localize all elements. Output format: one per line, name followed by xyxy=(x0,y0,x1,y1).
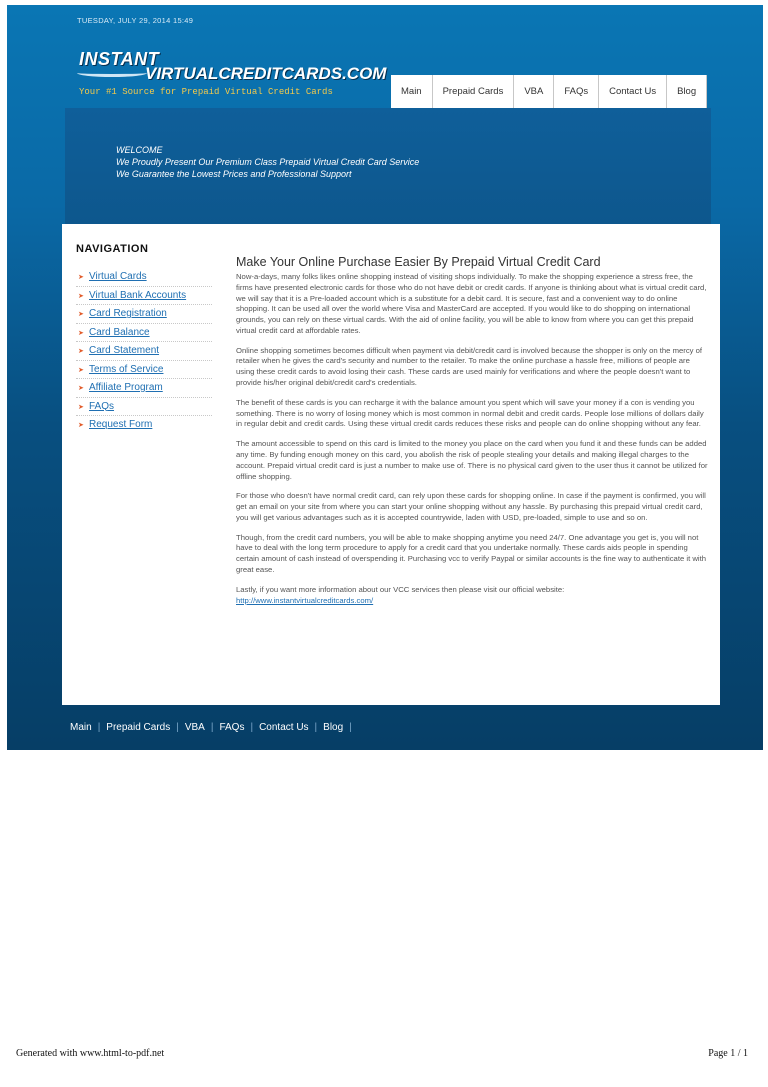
sidebar-item-card-registration[interactable] xyxy=(76,305,212,324)
topnav-blog[interactable]: Blog xyxy=(667,75,707,108)
topnav-prepaid-cards[interactable]: Prepaid Cards xyxy=(433,75,515,108)
arrow-right-icon: ➤ xyxy=(78,274,84,281)
sidebar-link[interactable]: Card Statement xyxy=(89,345,160,356)
article xyxy=(236,255,708,615)
article-paragraph: The amount accessible to spend on this card is limited to the money you place on the card when you fund it and these funds can be added any time. By funding enough money on this card, you abolish the risk of people stealing your details and making illegal charges to the account. Prepaid virtual credit card is just a number to make use of. There is no physical card given to the user thus it cannot be utilized for offline shopping. xyxy=(236,439,708,481)
article-title: Make Your Online Purchase Easier By Prepaid Virtual Credit Card xyxy=(236,255,601,269)
article-paragraph: Online shopping sometimes becomes difficult when payment via debit/credit card is involved because the shopper is only on the mercy of retailer when he gives the card's security and number to the retailer. To make the online purchase a hassle free, millions of people are using these credit cards to avoid losing their cash. These cards are used mainly for verifications and where the people doesn't want to provide his/her original debit/credit card's credentials. xyxy=(236,345,703,388)
page-background xyxy=(7,5,763,750)
topnav-main[interactable]: Main xyxy=(391,75,433,108)
separator: | xyxy=(176,722,179,733)
article-closing xyxy=(236,585,708,607)
sidebar-link[interactable]: Virtual Cards xyxy=(89,271,147,282)
logo-tagline: Your #1 Source for Prepaid Virtual Credit Cards xyxy=(79,87,333,97)
logo-swoosh xyxy=(77,69,147,77)
arrow-right-icon: ➤ xyxy=(78,292,84,300)
arrow-right-icon: ➤ xyxy=(78,385,84,392)
footer-link-main[interactable]: Main xyxy=(70,722,92,733)
footer-link-faqs[interactable]: FAQs xyxy=(219,722,245,733)
closing-text: Lastly, if you want more information about our VCC services then please visit our official website: xyxy=(236,584,565,594)
footer-link-blog[interactable]: Blog xyxy=(323,722,344,733)
sidebar-link[interactable]: FAQs xyxy=(89,400,115,412)
sidebar-item-faqs[interactable] xyxy=(76,398,212,417)
sidebar-navigation xyxy=(76,268,212,435)
sidebar-item-virtual-cards[interactable] xyxy=(76,268,212,287)
article-paragraph: The benefit of these cards is you can recharge it with the balance amount you spent which will save your money if a con is vending you something. There is no worry of losing money which is most common in normal debit and credit cards. People lose millions of dollars daily in regular debit and credit cards. Using these virtual credit cards reduces these risks and people can do online shopping without any fear. xyxy=(236,397,704,429)
top-navigation xyxy=(391,75,707,108)
sidebar-item-request-form[interactable] xyxy=(76,416,212,435)
separator: | xyxy=(250,722,254,733)
arrow-right-icon: ➤ xyxy=(78,348,84,355)
footer-link-prepaid-cards[interactable]: Prepaid Cards xyxy=(106,722,171,733)
separator: | xyxy=(210,722,214,733)
footer-navigation xyxy=(70,722,358,733)
date-stamp: TUESDAY, JULY 29, 2014 15:49 xyxy=(77,16,194,25)
banner-line-2: We Guarantee the Lowest Prices and Professional Support xyxy=(116,169,352,179)
sidebar-item-card-statement[interactable] xyxy=(76,342,212,361)
sidebar-link[interactable]: Terms of Service xyxy=(89,363,164,375)
welcome-banner xyxy=(65,108,711,224)
arrow-right-icon: ➤ xyxy=(78,422,84,429)
sidebar-item-terms-of-service[interactable] xyxy=(76,361,212,380)
arrow-right-icon: ➤ xyxy=(78,329,84,337)
sidebar-item-virtual-bank-accounts[interactable] xyxy=(76,287,212,306)
sidebar-item-affiliate-program[interactable] xyxy=(76,379,212,398)
sidebar-item-card-balance[interactable] xyxy=(76,324,212,343)
article-paragraph: For those who doesn't have normal credit card, can rely upon these cards for shopping online. In case if the payment is confirmed, you will get an email on your site from where you can start your online shopping without any hassle. By purchasing this prepaid virtual credit card, you will get various advantages such as it is accepted countrywide, laden with USD, pre-loaded, simple to use and so on. xyxy=(236,491,706,522)
sidebar-link[interactable]: Card Balance xyxy=(89,326,150,338)
navigation-title: NAVIGATION xyxy=(76,243,149,255)
footer-link-contact-us[interactable]: Contact Us xyxy=(259,722,309,733)
sidebar-link[interactable]: Virtual Bank Accounts xyxy=(89,289,187,301)
banner-line-1: We Proudly Present Our Premium Class Prepaid Virtual Credit Card Service xyxy=(116,157,420,167)
arrow-right-icon: ➤ xyxy=(78,366,84,374)
separator: | xyxy=(97,722,101,733)
logo-domain-text: VIRTUALCREDITCARDS.COM xyxy=(145,64,387,83)
topnav-faqs[interactable]: FAQs xyxy=(554,75,599,108)
website-link[interactable]: http://www.instantvirtualcreditcards.com/ xyxy=(236,595,374,605)
separator: | xyxy=(349,722,352,733)
footer-link-vba[interactable]: VBA xyxy=(184,722,205,733)
pdf-page-number: Page 1 / 1 xyxy=(708,1048,748,1059)
arrow-right-icon: ➤ xyxy=(78,311,84,318)
sidebar-link[interactable]: Affiliate Program xyxy=(89,382,163,393)
content-panel xyxy=(62,224,720,705)
sidebar-link[interactable]: Request Form xyxy=(89,419,153,430)
site-logo[interactable] xyxy=(73,49,387,101)
topnav-vba[interactable]: VBA xyxy=(514,75,554,108)
article-paragraph: Now-a-days, many folks likes online shopping instead of visiting shops individually. To make the shopping experience a stress free, the firms have presented electronic cards for those who do not have debit or credit cards. If anyone is thinking about what is virtual credit card, we will say that it is a Pre-loaded account which is a substitute for a debit card. It is secure, fast and a convenient way to do online shopping. It can be used all over the world where Visa and MasterCard are accepted. If you would like to do shopping on international grounds, you can rely on these virtual cards. With the aid of online facility, you will be able to know from where you can get this prepaid virtual credit card at affordable rates. xyxy=(236,272,707,335)
sidebar-link[interactable]: Card Registration xyxy=(89,308,167,319)
pdf-generator-note: Generated with www.html-to-pdf.net xyxy=(16,1048,165,1059)
logo-instant-text: INSTANT xyxy=(79,49,160,69)
article-paragraph: Though, from the credit card numbers, you will be able to make shopping anytime you need 24/7. One advantage you get is, you will not have to deal with the long term procedure to apply for a credit card that you undertake normally. These cards aids people in spending certain amount of cash instead of overspending it. Purchasing vcc to verify Paypal or similar accounts is the fine way to authenticate it with great ease. xyxy=(236,532,707,574)
banner-welcome: WELCOME xyxy=(116,145,163,155)
arrow-right-icon: ➤ xyxy=(78,403,84,411)
separator: | xyxy=(314,722,318,733)
topnav-contact-us[interactable]: Contact Us xyxy=(599,75,667,108)
